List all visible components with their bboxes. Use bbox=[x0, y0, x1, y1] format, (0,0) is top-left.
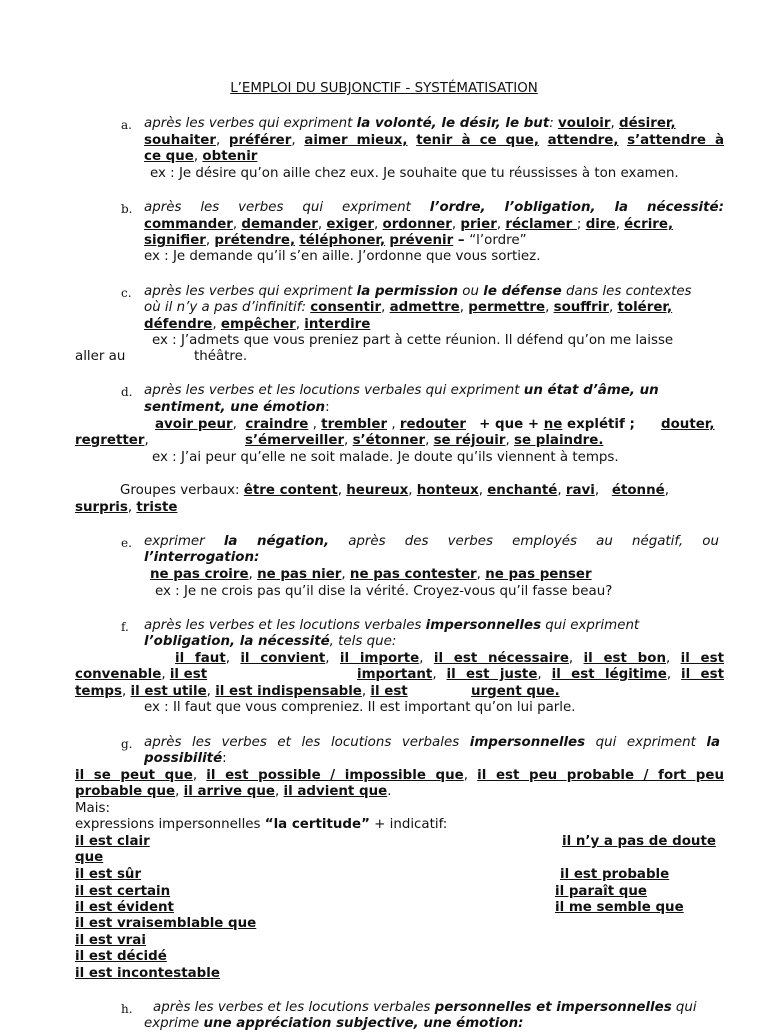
item-h-emph: personnelles et impersonnelles bbox=[434, 1000, 672, 1015]
item-f-emph2: l’obligation, la nécessité bbox=[144, 634, 330, 649]
certitude-right-1: il n’y a pas de doute bbox=[562, 834, 716, 849]
item-c-intro: après les verbes qui expriment bbox=[144, 284, 357, 299]
verb-commander: commander bbox=[144, 217, 233, 232]
item-g-line3: il se peut que, il est possible / impossible que, il est peu probable / fort peu bbox=[75, 768, 724, 783]
item-c-example-line1: ex : J’admets que vous preniez part à cette réunion. Il défend qu’on me laisse bbox=[152, 333, 674, 348]
certitude-right-3: il paraît que bbox=[555, 884, 647, 899]
loc-il-est-3: il est bbox=[681, 667, 725, 682]
item-f-line3: il faut, il convient, il importe, il est nécessaire, il est bon, il est bbox=[175, 651, 724, 666]
groupe-etre-content: être content bbox=[243, 483, 338, 498]
loc-il-importe: il importe bbox=[339, 651, 420, 666]
verb-avoir-peur: avoir peur bbox=[155, 417, 233, 432]
verb-se-plaindre: se plaindre. bbox=[514, 433, 604, 448]
item-e-line2 bbox=[144, 549, 259, 566]
item-a-emph: la volonté, le désir, le but bbox=[356, 116, 550, 131]
loc-il-est-4: il est bbox=[370, 684, 408, 699]
item-e-word: négatif, bbox=[631, 534, 684, 549]
item-b-quote: “l’ordre” bbox=[469, 233, 527, 248]
certitude-left-9: il est incontestable bbox=[75, 966, 220, 981]
item-h-intro: après les verbes et les locutions verbales bbox=[153, 1000, 435, 1015]
verb-redouter: redouter bbox=[399, 417, 466, 432]
item-h-line2a: exprime bbox=[144, 1016, 204, 1031]
item-g-expr-rest: + indicatif: bbox=[369, 817, 448, 832]
item-e-example: ex : Je ne crois pas qu’il dise la vérité. Croyez-vous qu’il fasse beau? bbox=[155, 584, 613, 599]
verb-telephoner: téléphoner, bbox=[299, 233, 386, 248]
verb-ordonner: ordonner bbox=[382, 217, 452, 232]
item-d-line3: avoir peur, craindre , trembler , redouter + que + ne explétif ; bbox=[155, 417, 635, 432]
item-c-marker: c. bbox=[121, 286, 132, 300]
groupes-line2: surpris, triste bbox=[75, 500, 178, 515]
verb-tolerer: tolérer, bbox=[617, 300, 673, 315]
item-e-word: ou bbox=[702, 534, 719, 549]
item-c-emph1: la permission bbox=[356, 284, 459, 299]
loc-il-arrive-que: il arrive que bbox=[183, 784, 276, 799]
item-e-word: après bbox=[348, 534, 386, 549]
loc-convenable: convenable bbox=[75, 667, 162, 682]
verb-ne-pas-croire: ne pas croire bbox=[150, 567, 249, 582]
verb-tenir-a-ce-que: tenir à ce que, bbox=[416, 133, 539, 148]
verb-ne-pas-nier: ne pas nier bbox=[257, 567, 342, 582]
verb-souffrir: souffrir bbox=[553, 300, 609, 315]
groupe-enchante: enchanté bbox=[487, 483, 558, 498]
loc-il-advient-que: il advient que bbox=[283, 784, 388, 799]
groupe-triste: triste bbox=[136, 500, 178, 515]
item-g-line4: probable que, il arrive que, il advient que. bbox=[75, 784, 392, 799]
verb-vouloir: vouloir bbox=[558, 116, 611, 131]
item-f-line4a: convenable, il est bbox=[75, 667, 208, 682]
item-c-line2: où il n’y a pas d’infinitif: consentir, admettre, permettre, souffrir, tolérer, bbox=[144, 300, 673, 315]
item-d-emph2: sentiment, une émotion bbox=[144, 400, 326, 415]
groupe-surpris: surpris bbox=[75, 500, 128, 515]
item-c-emph2: le défense bbox=[483, 284, 562, 299]
certitude-left-7: il est vrai bbox=[75, 933, 146, 948]
item-a-example: ex : Je désire qu’on aille chez eux. Je souhaite que tu réussisses à ton examen. bbox=[150, 166, 679, 181]
item-e-emph2: l’interrogation: bbox=[144, 550, 260, 565]
verb-reclamer: réclamer bbox=[505, 217, 577, 232]
loc-urgent-que: urgent que. bbox=[471, 684, 560, 699]
groupe-ravi: ravi bbox=[565, 483, 595, 498]
loc-probable-que: probable que bbox=[75, 784, 176, 799]
item-g-marker: g. bbox=[121, 737, 133, 751]
certitude-left-6: il est vraisemblable que bbox=[75, 916, 257, 931]
item-g-line2 bbox=[144, 750, 227, 767]
item-c-line3: défendre, empêcher, interdire bbox=[144, 317, 371, 332]
verb-douter: douter, bbox=[661, 417, 715, 432]
item-c-example-line2b: théâtre. bbox=[194, 349, 248, 364]
item-e-marker: e. bbox=[121, 536, 132, 550]
item-h-rest: qui bbox=[671, 1000, 697, 1015]
item-f-marker: f. bbox=[121, 620, 129, 634]
item-e-word: employés bbox=[512, 534, 577, 549]
certitude-left-2: que bbox=[75, 850, 104, 865]
item-b-marker: b. bbox=[121, 202, 133, 216]
groupe-heureux: heureux bbox=[346, 483, 409, 498]
item-f-line2 bbox=[144, 633, 396, 650]
item-e-emph1: la négation, bbox=[223, 534, 330, 549]
item-g-mais: Mais: bbox=[75, 801, 110, 816]
item-h-line2b: une appréciation subjective, une émotion: bbox=[203, 1016, 524, 1031]
item-g-emph3: possibilité bbox=[144, 751, 223, 766]
item-d-line1 bbox=[144, 382, 659, 399]
item-g-emph2: la bbox=[706, 735, 721, 750]
verb-ecrire: écrire, bbox=[624, 217, 674, 232]
item-e-word: des bbox=[404, 534, 429, 549]
verb-attendre: attendre, bbox=[547, 133, 619, 148]
loc-temps: temps bbox=[75, 684, 122, 699]
verb-semerveiller: s’émerveiller bbox=[245, 433, 345, 448]
item-b-example: ex : Je demande qu’il s’en aille. J’ordonne que vous sortiez. bbox=[144, 249, 541, 264]
loc-il-est-2: il est bbox=[169, 667, 208, 682]
loc-important: important bbox=[357, 667, 433, 682]
item-d-line2 bbox=[144, 399, 330, 416]
item-f-line4b: important, il est juste, il est légitime, il est bbox=[357, 667, 725, 682]
verb-exiger: exiger bbox=[326, 217, 374, 232]
verb-pretendre: prétendre, bbox=[214, 233, 296, 248]
item-g-line1: après les verbes et les locutions verbales impersonnelles qui expriment la bbox=[144, 735, 721, 750]
item-a-marker: a. bbox=[121, 118, 132, 132]
loc-il-est-legitime: il est légitime bbox=[551, 667, 667, 682]
item-d-example: ex : J’ai peur qu’elle ne soit malade. Je doute qu’ils viennent à temps. bbox=[152, 450, 619, 465]
verb-dire: dire bbox=[585, 217, 616, 232]
item-d-ne: ne bbox=[543, 417, 563, 432]
item-d-emph1: un état d’âme, un bbox=[523, 383, 659, 398]
certitude-left-1: il est clair bbox=[75, 834, 150, 849]
item-f-line5b bbox=[471, 683, 560, 700]
certitude-left-5: il est évident bbox=[75, 900, 174, 915]
item-b-line2: commander, demander, exiger, ordonner, prier, réclamer ; dire, écrire, bbox=[144, 217, 674, 232]
verb-prier: prier bbox=[460, 217, 497, 232]
item-b-line3: signifier, prétendre, téléphoner, prévenir – “l’ordre” bbox=[144, 233, 527, 248]
verb-prevenir: prévenir bbox=[389, 233, 454, 248]
verb-obtenir: obtenir bbox=[202, 149, 258, 164]
item-e-word: verbes bbox=[447, 534, 494, 549]
item-d-line4a: regretter, bbox=[75, 433, 149, 448]
verb-empecher: empêcher bbox=[220, 317, 296, 332]
verb-ne-pas-penser: ne pas penser bbox=[485, 567, 592, 582]
loc-il-est-necessaire: il est nécessaire bbox=[433, 651, 569, 666]
verb-permettre: permettre bbox=[468, 300, 546, 315]
loc-il-est-utile: il est utile bbox=[130, 684, 207, 699]
verb-setonner: s’étonner bbox=[352, 433, 426, 448]
verb-craindre: craindre bbox=[245, 417, 309, 432]
item-c-ou: ou bbox=[458, 284, 484, 299]
document-title: L’EMPLOI DU SUBJONCTIF - SYSTÉMATISATION bbox=[230, 81, 538, 96]
verb-preferer: préférer bbox=[228, 133, 292, 148]
item-f-example: ex : Il faut que vous compreniez. Il est important qu’on lui parle. bbox=[144, 700, 576, 715]
item-e-word: exprimer bbox=[144, 534, 205, 549]
verb-desirer: désirer, bbox=[618, 116, 676, 131]
loc-il-est-peu-probable: il est peu probable / fort peu bbox=[477, 768, 724, 783]
item-d-colon: : bbox=[325, 400, 330, 415]
item-g-expr-intro: expressions impersonnelles bbox=[75, 817, 265, 832]
item-c-rest: dans les contextes bbox=[561, 284, 692, 299]
item-b-line1: après les verbes qui expriment l’ordre, l’obligation, la nécessité: bbox=[144, 200, 724, 215]
certitude-right-4: il me semble que bbox=[555, 900, 684, 915]
loc-il-est-possible: il est possible / impossible que bbox=[206, 768, 464, 783]
certitude-left-8: il est décidé bbox=[75, 949, 167, 964]
item-b-dash: – bbox=[453, 233, 470, 248]
item-f-line5a: temps, il est utile, il est indispensable, il est bbox=[75, 684, 408, 699]
item-e-line1 bbox=[144, 533, 719, 550]
item-a-line1: après les verbes qui expriment la volonté, le désir, le but: vouloir, désirer, bbox=[144, 116, 676, 131]
item-d-marker: d. bbox=[121, 385, 133, 399]
loc-il-est: il est bbox=[680, 651, 724, 666]
item-g-expr-emph: “la certitude” bbox=[264, 817, 370, 832]
groupes-line1: Groupes verbaux: être content, heureux, honteux, enchanté, ravi, étonné, bbox=[120, 483, 669, 498]
item-g-expr bbox=[75, 816, 447, 833]
verb-ce-que: ce que bbox=[144, 149, 194, 164]
verb-ne-pas-contester: ne pas contester bbox=[349, 567, 477, 582]
item-c-example-line2a: aller au bbox=[75, 349, 126, 364]
item-f-intro: après les verbes et les locutions verbales bbox=[144, 618, 426, 633]
item-e-line3: ne pas croire, ne pas nier, ne pas contester, ne pas penser bbox=[150, 567, 592, 582]
verb-admettre: admettre bbox=[389, 300, 460, 315]
verb-signifier: signifier bbox=[144, 233, 206, 248]
item-d-expletif: explétif ; bbox=[562, 417, 635, 432]
groupe-etonne: étonné bbox=[611, 483, 665, 498]
loc-il-est-bon: il est bon bbox=[583, 651, 666, 666]
item-d-douter bbox=[661, 416, 715, 433]
item-a-line2: souhaiter, préférer, aimer mieux, tenir à ce que, attendre, s’attendre à bbox=[144, 133, 725, 148]
item-d-line4b: s’émerveiller, s’étonner, se réjouir, se plaindre. bbox=[245, 433, 604, 448]
loc-il-se-peut-que: il se peut que bbox=[75, 768, 193, 783]
verb-souhaiter: souhaiter bbox=[144, 133, 216, 148]
item-d-que: + que + bbox=[474, 417, 544, 432]
loc-il-est-indispensable: il est indispensable bbox=[215, 684, 362, 699]
item-h-line1 bbox=[153, 999, 697, 1016]
loc-il-faut: il faut bbox=[175, 651, 226, 666]
item-c-line1 bbox=[144, 283, 692, 300]
item-c-line2-intro: où il n’y a pas d’infinitif: bbox=[144, 300, 311, 315]
item-d-intro: après les verbes et les locutions verbales qui expriment bbox=[144, 383, 524, 398]
certitude-left-3: il est sûr bbox=[75, 867, 142, 882]
verb-trembler: trembler bbox=[321, 417, 388, 432]
loc-il-convient: il convient bbox=[240, 651, 326, 666]
item-a-intro: après les verbes qui expriment bbox=[144, 116, 357, 131]
verb-se-rejouir: se réjouir bbox=[433, 433, 506, 448]
item-f-line1 bbox=[144, 617, 639, 634]
item-a-colon: : bbox=[549, 116, 559, 131]
item-g-colon: : bbox=[222, 751, 227, 766]
item-f-tels: , tels que: bbox=[329, 634, 397, 649]
certitude-left-4: il est certain bbox=[75, 884, 171, 899]
certitude-right-2: il est probable bbox=[560, 867, 670, 882]
verb-sattendre-a: s’attendre à bbox=[627, 133, 725, 148]
item-f-rest: qui expriment bbox=[541, 618, 640, 633]
item-e-word: au bbox=[596, 534, 613, 549]
loc-il-est-juste: il est juste bbox=[446, 667, 538, 682]
verb-regretter: regretter bbox=[75, 433, 145, 448]
groupes-label: Groupes verbaux: bbox=[120, 483, 244, 498]
item-a-line3: ce que, obtenir bbox=[144, 149, 258, 164]
verb-consentir: consentir bbox=[310, 300, 382, 315]
verb-demander: demander bbox=[241, 217, 318, 232]
item-f-emph1: impersonnelles bbox=[425, 618, 542, 633]
verb-interdire: interdire bbox=[304, 317, 371, 332]
item-h-marker: h. bbox=[121, 1002, 133, 1016]
verb-aimer-mieux: aimer mieux, bbox=[304, 133, 408, 148]
verb-defendre: défendre bbox=[144, 317, 213, 332]
groupe-honteux: honteux bbox=[416, 483, 479, 498]
